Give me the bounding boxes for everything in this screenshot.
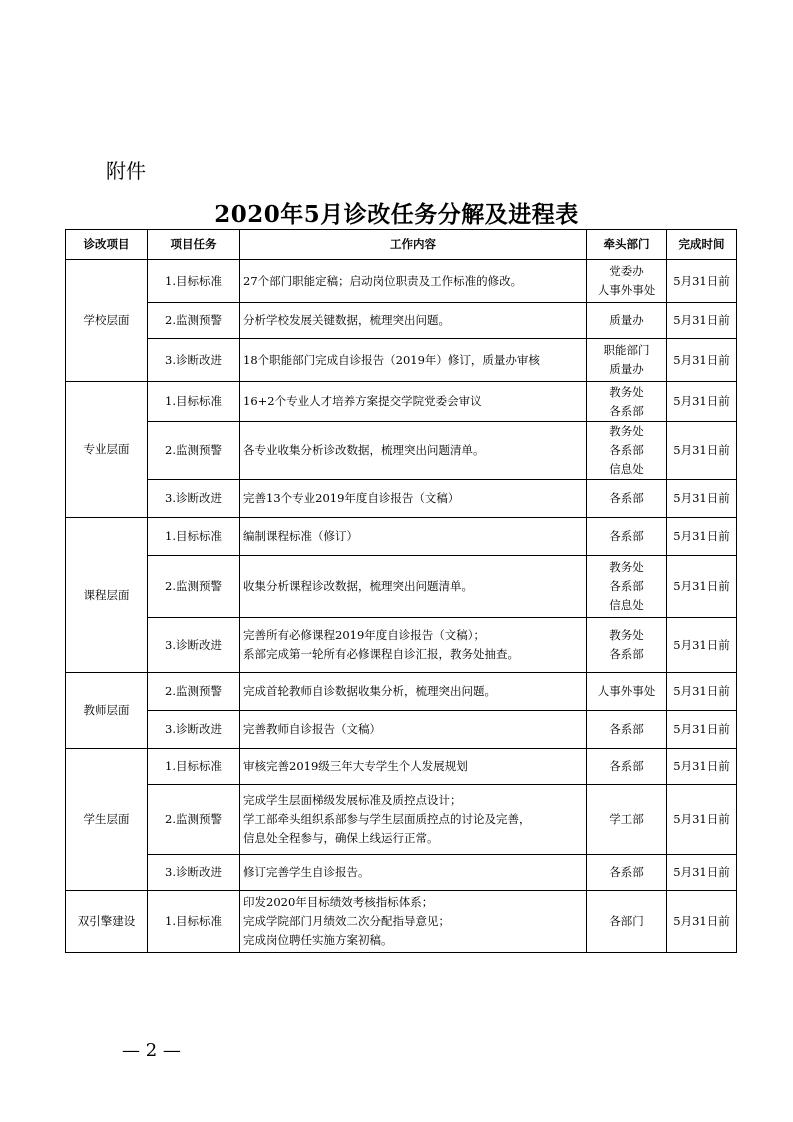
task-cell: 3.诊断改进 [148, 618, 240, 673]
document-title: 2020年5月诊改任务分解及进程表 [214, 201, 579, 228]
dept-line: 各系部 [609, 579, 644, 593]
table-row [66, 556, 737, 618]
table-row [66, 855, 737, 891]
dept-cell [587, 711, 667, 749]
time-cell: 5月31日前 [667, 260, 737, 303]
content-line: 完成学生层面梯级发展标准及质控点设计； [243, 793, 462, 807]
content-line: 完成岗位聘任实施方案初稿。 [243, 933, 393, 947]
dept-line: 各系部 [609, 865, 644, 879]
table-row [66, 711, 737, 749]
dept-line: 质量办 [609, 362, 644, 376]
time-cell: 5月31日前 [667, 711, 737, 749]
task-cell: 1.目标标准 [148, 260, 240, 303]
table-header-row [66, 230, 737, 260]
table-row [66, 339, 737, 382]
category-cell: 双引擎建设 [66, 891, 148, 953]
task-cell: 2.监测预警 [148, 422, 240, 480]
table-row [66, 480, 737, 518]
content-line: 学工部牵头组织系部参与学生层面质控点的讨论及完善， [243, 812, 531, 826]
dept-cell [587, 422, 667, 480]
content-line: 完成首轮教师自诊数据收集分析，梳理突出问题。 [243, 684, 496, 698]
table-row [66, 518, 737, 556]
dept-line: 各系部 [609, 443, 644, 457]
dept-line: 各系部 [609, 722, 644, 736]
table-row [66, 785, 737, 855]
time-cell: 5月31日前 [667, 891, 737, 953]
dept-cell [587, 382, 667, 422]
content-cell [240, 673, 587, 711]
dept-cell [587, 618, 667, 673]
task-cell: 3.诊断改进 [148, 480, 240, 518]
content-line: 18个职能部门完成自诊报告（2019年）修订，质量办审核 [243, 352, 540, 367]
task-cell: 3.诊断改进 [148, 855, 240, 891]
dept-cell [587, 556, 667, 618]
time-cell: 5月31日前 [667, 785, 737, 855]
content-cell [240, 891, 587, 953]
dept-line: 各系部 [609, 529, 644, 543]
content-line: 16+2个专业人才培养方案提交学院党委会审议 [243, 394, 482, 408]
dept-line: 党委办 [609, 264, 644, 278]
content-line: 完善所有必修课程2019年度自诊报告（文稿）； [243, 628, 486, 642]
dept-cell [587, 518, 667, 556]
table-body [66, 260, 737, 953]
task-cell: 3.诊断改进 [148, 711, 240, 749]
content-line: 分析学校发展关键数据，梳理突出问题。 [243, 313, 450, 327]
dept-line: 人事外事处 [597, 684, 656, 698]
content-cell [240, 480, 587, 518]
content-cell [240, 855, 587, 891]
time-cell: 5月31日前 [667, 422, 737, 480]
content-line: 完成学院部门月绩效二次分配指导意见； [243, 914, 450, 928]
task-cell: 1.目标标准 [148, 382, 240, 422]
time-cell: 5月31日前 [667, 339, 737, 382]
content-cell [240, 382, 587, 422]
table-row [66, 303, 737, 339]
dept-line: 信息处 [609, 462, 644, 476]
content-line: 27个部门职能定稿；启动岗位职责及工作标准的修改。 [243, 273, 523, 288]
content-cell [240, 339, 587, 382]
time-cell: 5月31日前 [667, 855, 737, 891]
header-content: 工作内容 [240, 230, 587, 260]
content-cell [240, 422, 587, 480]
dept-cell [587, 785, 667, 855]
category-cell: 课程层面 [66, 518, 148, 673]
dept-line: 教务处 [609, 560, 644, 574]
table-row [66, 422, 737, 480]
dept-cell [587, 303, 667, 339]
table-row [66, 618, 737, 673]
time-cell: 5月31日前 [667, 480, 737, 518]
time-cell: 5月31日前 [667, 303, 737, 339]
dept-line: 各系部 [609, 403, 644, 418]
content-cell [240, 785, 587, 855]
dept-cell [587, 260, 667, 303]
time-cell: 5月31日前 [667, 556, 737, 618]
content-line: 编制课程标准（修订） [243, 529, 358, 543]
header-dept: 牵头部门 [587, 230, 667, 260]
time-cell: 5月31日前 [667, 618, 737, 673]
category-cell: 教师层面 [66, 673, 148, 749]
dept-line: 各系部 [609, 759, 644, 773]
time-cell: 5月31日前 [667, 749, 737, 785]
content-line: 信息处全程参与，确保上线运行正常。 [243, 831, 439, 845]
dept-line: 职能部门 [603, 343, 650, 357]
category-cell: 学生层面 [66, 749, 148, 891]
dept-cell [587, 855, 667, 891]
dept-line: 各部门 [609, 914, 644, 928]
content-line: 收集分析课程诊改数据，梳理突出问题清单。 [243, 579, 473, 593]
table-row [66, 260, 737, 303]
task-table [65, 229, 737, 953]
table-row [66, 673, 737, 711]
category-cell: 专业层面 [66, 382, 148, 518]
content-line: 修订完善学生自诊报告。 [243, 865, 370, 879]
task-cell: 2.监测预警 [148, 556, 240, 618]
dept-cell [587, 480, 667, 518]
task-cell: 2.监测预警 [148, 673, 240, 711]
task-cell: 1.目标标准 [148, 749, 240, 785]
task-cell: 2.监测预警 [148, 303, 240, 339]
time-cell: 5月31日前 [667, 518, 737, 556]
dept-line: 教务处 [609, 628, 644, 642]
dept-line: 教务处 [609, 384, 644, 399]
table-row [66, 891, 737, 953]
attachment-label: 附件 [106, 159, 146, 183]
dept-line: 各系部 [609, 491, 644, 505]
dept-cell [587, 891, 667, 953]
header-task: 项目任务 [148, 230, 240, 260]
content-cell [240, 556, 587, 618]
header-time: 完成时间 [667, 230, 737, 260]
content-cell [240, 303, 587, 339]
content-line: 印发2020年目标绩效考核指标体系； [243, 895, 434, 909]
category-cell: 学校层面 [66, 260, 148, 382]
time-cell: 5月31日前 [667, 673, 737, 711]
dept-cell [587, 749, 667, 785]
header-category: 诊改项目 [66, 230, 148, 260]
dept-line: 各系部 [609, 647, 644, 661]
task-cell: 1.目标标准 [148, 518, 240, 556]
dept-line: 学工部 [609, 812, 644, 826]
time-cell: 5月31日前 [667, 382, 737, 422]
content-cell [240, 618, 587, 673]
content-cell [240, 749, 587, 785]
content-line: 各专业收集分析诊改数据，梳理突出问题清单。 [243, 443, 485, 457]
task-cell: 1.目标标准 [148, 891, 240, 953]
dept-line: 质量办 [609, 313, 644, 327]
page-number: — 2 — [122, 1040, 181, 1061]
content-line: 审核完善2019级三年大专学生个人发展规划 [243, 759, 468, 773]
dept-cell [587, 339, 667, 382]
content-line: 完善教师自诊报告（文稿） [243, 722, 381, 736]
table-row [66, 382, 737, 422]
dept-cell [587, 673, 667, 711]
content-line: 完善13个专业2019年度自诊报告（文稿） [243, 491, 460, 505]
task-cell: 2.监测预警 [148, 785, 240, 855]
content-cell [240, 518, 587, 556]
task-cell: 3.诊断改进 [148, 339, 240, 382]
dept-line: 教务处 [609, 424, 644, 438]
table-row [66, 749, 737, 785]
content-cell [240, 711, 587, 749]
dept-line: 信息处 [609, 598, 644, 612]
content-line: 系部完成第一轮所有必修课程自诊汇报，教务处抽查。 [243, 647, 519, 661]
content-cell [240, 260, 587, 303]
dept-line: 人事外事处 [597, 283, 656, 297]
